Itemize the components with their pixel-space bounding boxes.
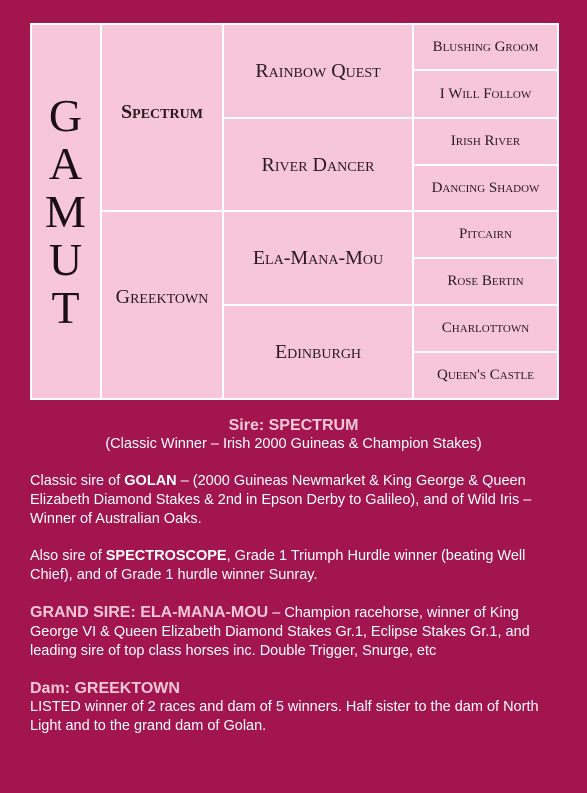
great-grandparent-name: Dancing Shadow	[431, 179, 540, 196]
grandparent-name: Rainbow Quest	[255, 60, 381, 82]
great-grandparent-name: Pitcairn	[459, 226, 512, 243]
grand-sire-heading: GRAND SIRE: ELA-MANA-MOU	[30, 604, 269, 621]
dam-name: Greektown	[115, 286, 209, 308]
great-grandparent-name: Charlottown	[441, 320, 530, 337]
great-grandparent-name: Irish River	[450, 133, 521, 150]
pedigree-chart	[30, 23, 559, 400]
horse-name-letter: A	[48, 137, 84, 189]
grandsire-cell	[222, 210, 414, 306]
highlight: GOLAN	[124, 473, 177, 489]
great-grandparent-name: I Will Follow	[439, 85, 532, 102]
great-grandparent-name: Queen's Castle	[437, 367, 534, 384]
horse-name-letter: T	[51, 281, 81, 333]
great-grandparent-name: Blushing Groom	[432, 38, 539, 55]
grand-sire-paragraph	[30, 603, 557, 661]
horse-name-letter: M	[45, 185, 87, 237]
highlight: SPECTROSCOPE	[105, 548, 227, 564]
sire-subheading: (Classic Winner – Irish 2000 Guineas & Champion Stakes)	[105, 436, 482, 452]
great-grandparent-cell	[412, 69, 559, 119]
horse-name	[30, 23, 102, 400]
text: , Grade 1 Triumph Hurdle winner (beating Well Chief), and of Grade 1 hurdle winner Sunray.	[30, 548, 526, 583]
sire-cell	[100, 23, 224, 212]
text: – (2000 Guineas Newmarket & King George & Queen Elizabeth Diamond Stakes & 2nd in Epson Derby to Galileo), and of Wild Iris – Winner of Australian Oaks.	[30, 473, 532, 527]
great-grandparent-cell	[412, 304, 559, 353]
grandsire-cell	[222, 23, 414, 119]
sire-heading: Sire: SPECTRUM	[228, 417, 359, 434]
grandparent-name: River Dancer	[261, 153, 375, 176]
great-grandparent-name: Rose Bertin	[447, 273, 524, 290]
granddam-cell	[222, 117, 414, 212]
grandparent-name: Edinburgh	[274, 341, 362, 363]
horse-name-letter: U	[48, 233, 84, 285]
dam-cell	[100, 210, 224, 400]
dam-paragraph: LISTED winner of 2 races and dam of 5 winners. Half sister to the dam of North Light and to the grand dam of Golan.	[30, 699, 539, 734]
great-grandparent-cell	[412, 23, 559, 71]
great-grandparent-cell	[412, 351, 559, 400]
sire-other-offspring-paragraph	[30, 547, 557, 585]
horse-name-letter: G	[48, 89, 84, 141]
great-grandparent-cell	[412, 257, 559, 306]
great-grandparent-cell	[412, 164, 559, 212]
dam-heading: Dam: GREEKTOWN	[30, 680, 180, 697]
text: – Champion racehorse, winner of King George VI & Queen Elizabeth Diamond Stakes Gr.1, Eclipse Stakes Gr.1, and leading sire of top class horses inc. Double Trigger, Snurge, etc	[30, 605, 530, 659]
text: Classic sire of	[30, 473, 125, 489]
great-grandparent-cell	[412, 117, 559, 166]
text: Also sire of	[30, 548, 106, 564]
description-section	[30, 416, 557, 736]
sire-name: Spectrum	[121, 101, 203, 123]
grandparent-name: Ela-Mana-Mou	[252, 247, 384, 269]
sire-offspring-paragraph	[30, 472, 557, 529]
granddam-cell	[222, 304, 414, 400]
great-grandparent-cell	[412, 210, 559, 259]
